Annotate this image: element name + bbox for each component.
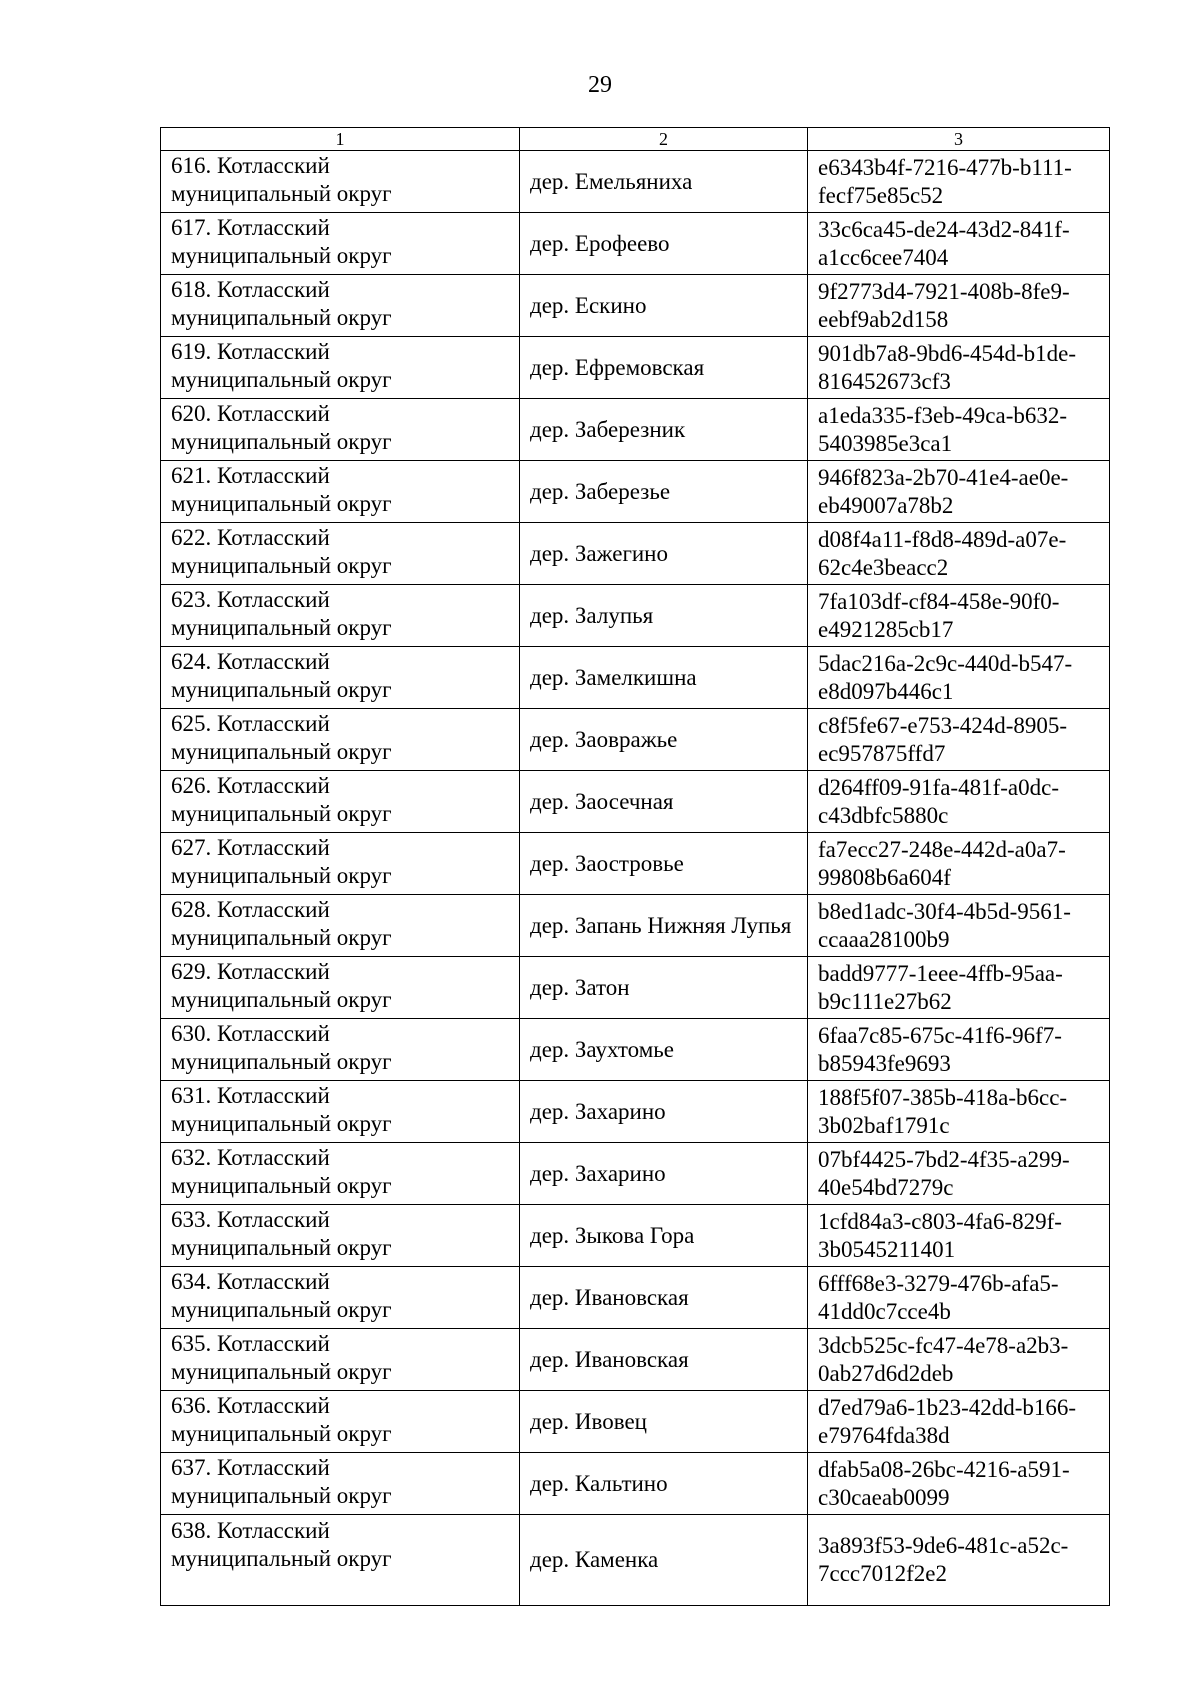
identifier-line-2: e4921285cb17 [818,616,954,642]
identifier-line-2: b9c111e27b62 [818,988,952,1014]
identifier-cell [808,709,1110,771]
table-row [161,523,1110,585]
identifier-line-1: 3dcb525c-fc47-4e78-a2b3- [818,1332,1069,1358]
identifier-cell [808,337,1110,399]
page-number: 29 [588,72,612,98]
identifier-line-1: 9f2773d4-7921-408b-8fe9- [818,278,1070,304]
district-type-line: муниципальный округ [171,925,392,950]
district-cell [161,1081,520,1143]
district-number-line: 621. Котласский [171,463,330,488]
district-number-line: 618. Котласский [171,277,330,302]
table-row [161,771,1110,833]
district-cell [161,461,520,523]
settlement-cell: дер. Захарино [520,1081,808,1143]
district-type-line: муниципальный округ [171,1483,392,1508]
district-cell [161,895,520,957]
table-row [161,461,1110,523]
identifier-line-1: 07bf4425-7bd2-4f35-a299- [818,1146,1070,1172]
district-number-line: 634. Котласский [171,1269,330,1294]
table-header-row [161,128,1110,151]
identifier-line-2: b85943fe9693 [818,1050,951,1076]
identifier-line-1: 7fa103df-cf84-458e-90f0- [818,588,1060,614]
identifier-line-1: 5dac216a-2c9c-440d-b547- [818,650,1073,676]
settlement-cell: дер. Ерофеево [520,213,808,275]
identifier-cell [808,1019,1110,1081]
settlement-cell: дер. Емельяниха [520,151,808,213]
settlement-cell: дер. Заосечная [520,771,808,833]
district-cell [161,1019,520,1081]
table-row [161,647,1110,709]
district-type-line: муниципальный округ [171,429,392,454]
table-row [161,833,1110,895]
identifier-line-2: ec957875ffd7 [818,740,946,766]
district-cell [161,1267,520,1329]
identifier-line-2: a1cc6cee7404 [818,244,949,270]
identifier-line-1: 6fff68e3-3279-476b-afa5- [818,1270,1059,1296]
identifier-line-2: c43dbfc5880c [818,802,949,828]
identifier-cell [808,771,1110,833]
district-number-line: 633. Котласский [171,1207,330,1232]
identifier-cell [808,1267,1110,1329]
identifier-line-1: 901db7a8-9bd6-454d-b1de- [818,340,1077,366]
table-row [161,151,1110,213]
identifier-line-2: ccaaa28100b9 [818,926,950,952]
district-cell [161,337,520,399]
settlement-cell: дер. Заовражье [520,709,808,771]
district-cell [161,585,520,647]
table-row [161,1391,1110,1453]
identifier-line-1: a1eda335-f3eb-49ca-b632- [818,402,1068,428]
identifier-cell [808,957,1110,1019]
identifier-line-1: 6faa7c85-675c-41f6-96f7- [818,1022,1062,1048]
district-cell [161,1515,520,1606]
column-header-2: 2 [520,128,808,151]
identifier-line-2: 7ccc7012f2e2 [818,1561,947,1586]
district-type-line: муниципальный округ [171,1421,392,1446]
identifier-cell [808,461,1110,523]
identifier-line-1: e6343b4f-7216-477b-b111- [818,154,1072,180]
district-cell [161,1143,520,1205]
district-type-line: муниципальный округ [171,1235,392,1260]
table-row [161,275,1110,337]
settlement-cell: дер. Захарино [520,1143,808,1205]
district-type-line: муниципальный округ [171,615,392,640]
identifier-cell [808,399,1110,461]
district-number-line: 616. Котласский [171,153,330,178]
settlement-cell: дер. Затон [520,957,808,1019]
identifier-line-1: b8ed1adc-30f4-4b5d-9561- [818,898,1071,924]
table-row [161,585,1110,647]
settlement-cell: дер. Кальтино [520,1453,808,1515]
district-type-line: муниципальный округ [171,801,392,826]
district-number-line: 632. Котласский [171,1145,330,1170]
identifier-cell [808,833,1110,895]
identifier-line-1: d08f4a11-f8d8-489d-a07e- [818,526,1067,552]
identifier-line-1: c8f5fe67-e753-424d-8905- [818,712,1068,738]
identifier-line-2: 0ab27d6d2deb [818,1360,954,1386]
identifier-line-1: dfab5a08-26bc-4216-a591- [818,1456,1070,1482]
identifier-line-2: 5403985e3ca1 [818,430,953,456]
identifier-cell [808,151,1110,213]
settlement-cell: дер. Зыкова Гора [520,1205,808,1267]
identifier-line-1: d7ed79a6-1b23-42dd-b166- [818,1394,1077,1420]
table-row [161,1453,1110,1515]
identifier-cell [808,1205,1110,1267]
settlement-cell: дер. Замелкишна [520,647,808,709]
district-cell [161,151,520,213]
district-number-line: 619. Котласский [171,339,330,364]
district-type-line: муниципальный округ [171,553,392,578]
district-number-line: 631. Котласский [171,1083,330,1108]
identifier-cell [808,895,1110,957]
identifier-cell [808,647,1110,709]
district-cell [161,647,520,709]
district-number-line: 625. Котласский [171,711,330,736]
identifier-cell [808,1453,1110,1515]
identifier-line-1: fa7ecc27-248e-442d-a0a7- [818,836,1066,862]
district-number-line: 622. Котласский [171,525,330,550]
settlement-cell: дер. Ивановская [520,1329,808,1391]
identifier-line-1: 188f5f07-385b-418a-b6cc- [818,1084,1068,1110]
identifier-line-2: fecf75e85c52 [818,182,944,208]
identifier-line-2: 41dd0c7cce4b [818,1298,951,1324]
table-row [161,709,1110,771]
district-type-line: муниципальный округ [171,739,392,764]
district-type-line: муниципальный округ [171,1049,392,1074]
district-type-line: муниципальный округ [171,367,392,392]
identifier-line-1: badd9777-1eee-4ffb-95aa- [818,960,1063,986]
column-header-1: 1 [161,128,520,151]
district-cell [161,833,520,895]
identifier-cell [808,1143,1110,1205]
district-cell [161,1453,520,1515]
settlement-cell: дер. Заберезье [520,461,808,523]
settlement-cell: дер. Ескино [520,275,808,337]
identifier-line-2: c30caeab0099 [818,1484,950,1510]
table-row [161,1081,1110,1143]
settlement-cell: дер. Заберезник [520,399,808,461]
settlement-cell: дер. Залупья [520,585,808,647]
district-number-line: 636. Котласский [171,1393,330,1418]
district-number-line: 620. Котласский [171,401,330,426]
district-cell [161,213,520,275]
district-number-line: 630. Котласский [171,1021,330,1046]
settlement-cell: дер. Каменка [520,1515,808,1606]
district-cell [161,1329,520,1391]
identifier-cell [808,1391,1110,1453]
identifier-line-2: e8d097b446c1 [818,678,954,704]
district-type-line: муниципальный округ [171,305,392,330]
settlement-cell: дер. Ивовец [520,1391,808,1453]
district-number-line: 623. Котласский [171,587,330,612]
district-type-line: муниципальный округ [171,987,392,1012]
identifier-line-2: 3b02baf1791c [818,1112,950,1138]
identifier-line-1: d264ff09-91fa-481f-a0dc- [818,774,1059,800]
district-number-line: 629. Котласский [171,959,330,984]
district-type-line: муниципальный округ [171,181,392,206]
table-row [161,213,1110,275]
settlement-cell: дер. Заухтомье [520,1019,808,1081]
district-type-line: муниципальный округ [171,863,392,888]
table-row [161,895,1110,957]
identifier-line-1: 1cfd84a3-c803-4fa6-829f- [818,1208,1062,1234]
settlement-cell: дер. Ивановская [520,1267,808,1329]
identifier-line-2: 40e54bd7279c [818,1174,954,1200]
district-type-line: муниципальный округ [171,677,392,702]
settlements-table [160,127,1110,1606]
settlement-cell: дер. Зажегино [520,523,808,585]
identifier-line-2: 3b0545211401 [818,1236,956,1262]
district-cell [161,275,520,337]
identifier-line-1: 946f823a-2b70-41e4-ae0e- [818,464,1069,490]
district-cell [161,771,520,833]
identifier-cell [808,1329,1110,1391]
district-cell [161,523,520,585]
identifier-line-2: e79764fda38d [818,1422,950,1448]
identifier-line-2: 62c4e3beacc2 [818,554,949,580]
table-row [161,1205,1110,1267]
district-number-line: 635. Котласский [171,1331,330,1356]
district-number-line: 626. Котласский [171,773,330,798]
district-type-line: муниципальный округ [171,1359,392,1384]
district-cell [161,957,520,1019]
district-cell [161,709,520,771]
table-row [161,1143,1110,1205]
identifier-cell [808,213,1110,275]
table-row [161,1329,1110,1391]
district-type-line: муниципальный округ [171,243,392,268]
district-type-line: муниципальный округ [171,1173,392,1198]
identifier-line-2: 816452673cf3 [818,368,951,394]
district-number-line: 624. Котласский [171,649,330,674]
identifier-line-2: eb49007a78b2 [818,492,954,518]
table-row [161,1019,1110,1081]
identifier-line-2: eebf9ab2d158 [818,306,949,332]
district-cell [161,1391,520,1453]
table-row [161,399,1110,461]
district-cell [161,1205,520,1267]
district-type-line: муниципальный округ [171,1546,392,1571]
district-type-line: муниципальный округ [171,491,392,516]
table-body [161,151,1110,1606]
identifier-cell [808,1515,1110,1606]
table-row [161,337,1110,399]
table-row [161,957,1110,1019]
identifier-line-1: 3a893f53-9de6-481c-a52c- [818,1533,1069,1558]
settlement-cell: дер. Заостровье [520,833,808,895]
identifier-cell [808,523,1110,585]
district-type-line: муниципальный округ [171,1111,392,1136]
identifier-line-2: 99808b6a604f [818,864,951,890]
settlement-cell: дер. Запань Нижняя Лупья [520,895,808,957]
table-row [161,1515,1110,1606]
district-type-line: муниципальный округ [171,1297,392,1322]
district-number-line: 617. Котласский [171,215,330,240]
identifier-cell [808,275,1110,337]
column-header-3: 3 [808,128,1110,151]
district-cell [161,399,520,461]
table-row [161,1267,1110,1329]
district-number-line: 628. Котласский [171,897,330,922]
identifier-cell [808,1081,1110,1143]
settlement-cell: дер. Ефремовская [520,337,808,399]
identifier-line-1: 33c6ca45-de24-43d2-841f- [818,216,1070,242]
district-number-line: 637. Котласский [171,1455,330,1480]
identifier-cell [808,585,1110,647]
district-number-line: 627. Котласский [171,835,330,860]
district-number-line: 638. Котласский [171,1518,330,1543]
